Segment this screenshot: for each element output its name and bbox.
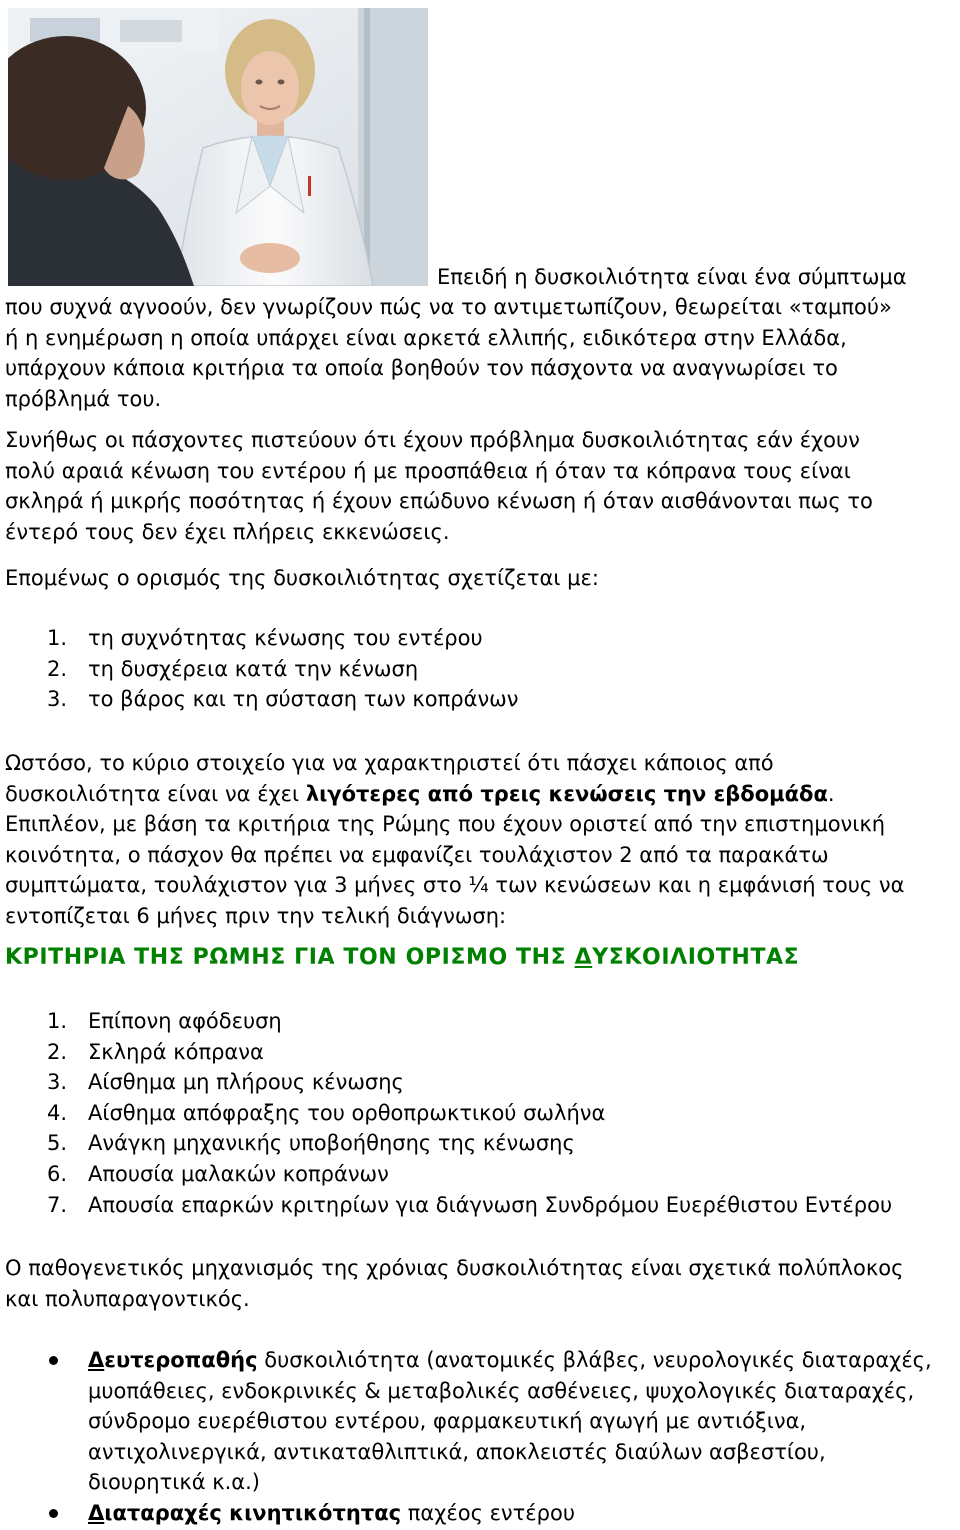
- intro-line: Επειδή η δυσκοιλιότητα είναι ένα σύμπτωμα: [437, 265, 907, 289]
- list-text: τη δυσχέρεια κατά την κένωση: [88, 656, 419, 681]
- intro-line: υπάρχουν κάποια κριτήρια τα οποία βοηθούν τον πάσχοντα να αναγνωρίσει το: [5, 356, 838, 381]
- bullet-bold-term: Δευτεροπαθής: [88, 1348, 258, 1372]
- list-item: [47, 1190, 956, 1221]
- intro-line: που συχνά αγνοούν, δεν γνωρίζουν πώς να το αντιμετωπίζουν, θεωρείται «ταμπού»: [5, 295, 892, 319]
- symptoms-line: πολύ αραιά κένωση του εντέρου ή με προσπάθεια ή όταν τα κόπρανα τους είναι: [5, 458, 851, 483]
- pathogenesis-paragraph: [5, 1253, 956, 1314]
- intro-first-line-block: [437, 262, 956, 293]
- list-item: [47, 1098, 956, 1129]
- list-number: 5.: [47, 1131, 68, 1156]
- main-criterion-line: κοινότητα, ο πάσχον θα πρέπει να εμφανίζει τουλάχιστον 2 από τα παρακάτω: [5, 842, 829, 867]
- list-item: [47, 623, 956, 654]
- list-number: 1.: [47, 1009, 68, 1033]
- bullet-rest: δυσκοιλιότητα (ανατομικές βλάβες, νευρολογικές διαταραχές,: [264, 1348, 932, 1372]
- main-criterion-line: Επιπλέον, με βάση τα κριτήρια της Ρώμης που έχουν οριστεί από την επιστημονική: [5, 812, 886, 837]
- bullet-text: [88, 1498, 956, 1529]
- main-criterion-line: Ωστόσο, το κύριο στοιχείο για να χαρακτηριστεί ότι πάσχει κάποιος από: [5, 751, 774, 775]
- list-item: [47, 1006, 956, 1037]
- intro-paragraph: [5, 292, 956, 414]
- bullet-bold-term: Διαταραχές κινητικότητας: [88, 1500, 402, 1525]
- main-criterion-bold: λιγότερες από τρεις κενώσεις την εβδομάδα: [305, 781, 828, 806]
- list-number: 1.: [47, 626, 68, 650]
- list-number: 2.: [47, 656, 68, 681]
- definition-intro: [5, 563, 956, 594]
- symptoms-line: έντερό τους δεν έχει πλήρεις εκκενώσεις.: [5, 519, 450, 544]
- intro-line: πρόβλημά του.: [5, 386, 162, 411]
- main-criterion-prefix: δυσκοιλιότητα είναι να έχει: [5, 781, 300, 806]
- bullet-line: αντιχολινεργικά, αντικαταθλιπτικά, αποκλειστές διαύλων ασβεστίου,: [88, 1439, 826, 1464]
- criteria-heading-block: [5, 943, 956, 974]
- list-number: 6.: [47, 1161, 68, 1186]
- main-criterion-line: συμπτώματα, τουλάχιστον για 3 μήνες στο ¼ των κενώσεων και η εμφάνισή τους να: [5, 873, 905, 898]
- doctor-consultation-photo: [8, 8, 428, 286]
- list-text: τη συχνότητας κένωσης του εντέρου: [88, 626, 483, 650]
- main-criterion-suffix: .: [827, 781, 835, 806]
- main-criterion-line: [5, 779, 956, 810]
- list-number: 4.: [47, 1100, 68, 1125]
- bullet-item: [47, 1498, 956, 1529]
- symptoms-paragraph: [5, 425, 956, 547]
- list-item: [47, 654, 956, 685]
- list-item: [47, 1128, 956, 1159]
- list-number: 3.: [47, 1070, 68, 1095]
- bullet-line: διουρητικά κ.α.): [88, 1470, 260, 1495]
- list-text: Σκληρά κόπρανα: [88, 1039, 264, 1064]
- definition-intro-text: Επομένως ο ορισμός της δυσκοιλιότητας σχετίζεται με:: [5, 566, 599, 590]
- bullet-line: μυοπάθειες, ενδοκρινικές & μεταβολικές ασθένειες, ψυχολογικές διαταραχές,: [88, 1378, 915, 1403]
- list-number: 7.: [47, 1192, 68, 1217]
- main-criterion-paragraph: [5, 748, 956, 932]
- criteria-heading: [5, 943, 956, 974]
- criteria-heading-part1: ΚΡΙΤΗΡΙΑ ΤΗΣ ΡΩΜΗΣ ΓΙΑ ΤΟΝ ΟΡΙΣΜΟ ΤΗΣ: [5, 945, 567, 970]
- list-text: το βάρος και τη σύσταση των κοπράνων: [88, 687, 519, 712]
- pathogenesis-line: και πολυπαραγοντικός.: [5, 1286, 250, 1311]
- criteria-list: [47, 1006, 956, 1220]
- bullet-rest: παχέος εντέρου: [407, 1500, 575, 1525]
- pathogenesis-line: Ο παθογενετικός μηχανισμός της χρόνιας δυσκοιλιότητας είναι σχετικά πολύπλοκος: [5, 1256, 904, 1280]
- list-text: Απουσία επαρκών κριτηρίων για διάγνωση Συνδρόμου Ευερέθιστου Εντέρου: [88, 1192, 893, 1217]
- bullet-item: [47, 1345, 956, 1498]
- list-number: 3.: [47, 687, 68, 712]
- list-item: [47, 1159, 956, 1190]
- bullet-text: [88, 1345, 956, 1498]
- intro-line: ή η ενημέρωση η οποία υπάρχει είναι αρκετά ελλιπής, ειδικότερα στην Ελλάδα,: [5, 325, 847, 350]
- list-number: 2.: [47, 1039, 68, 1064]
- list-item: [47, 1037, 956, 1068]
- bullet-line: [88, 1345, 956, 1376]
- main-criterion-line: εντοπίζεται 6 μήνες πριν την τελική διάγνωση:: [5, 903, 507, 928]
- bullet-icon: [49, 1356, 58, 1365]
- symptoms-line: Συνήθως οι πάσχοντες πιστεύουν ότι έχουν πρόβλημα δυσκοιλιότητας εάν έχουν: [5, 428, 860, 452]
- list-text: Απουσία μαλακών κοπράνων: [88, 1161, 389, 1186]
- list-text: Αίσθημα μη πλήρους κένωσης: [88, 1070, 404, 1095]
- bullet-line: [88, 1498, 956, 1529]
- criteria-heading-part2: ΔΥΣΚΟΙΛΙΟΤΗΤΑΣ: [574, 945, 800, 970]
- list-text: Ανάγκη μηχανικής υποβοήθησης της κένωσης: [88, 1131, 575, 1156]
- symptoms-line: σκληρά ή μικρής ποσότητας ή έχουν επώδυνο κένωση ή όταν αισθάνονται πως το: [5, 489, 873, 514]
- list-item: [47, 684, 956, 715]
- definition-list: [47, 623, 956, 715]
- list-text: Αίσθημα απόφραξης του ορθοπρωκτικού σωλήνα: [88, 1100, 606, 1125]
- causes-list: [47, 1345, 956, 1529]
- bullet-line: σύνδρομο ευερέθιστου εντέρου, φαρμακευτική αγωγή με αντιόξινα,: [88, 1409, 807, 1434]
- list-text: Επίπονη αφόδευση: [88, 1009, 282, 1033]
- bullet-icon: [49, 1509, 58, 1518]
- list-item: [47, 1067, 956, 1098]
